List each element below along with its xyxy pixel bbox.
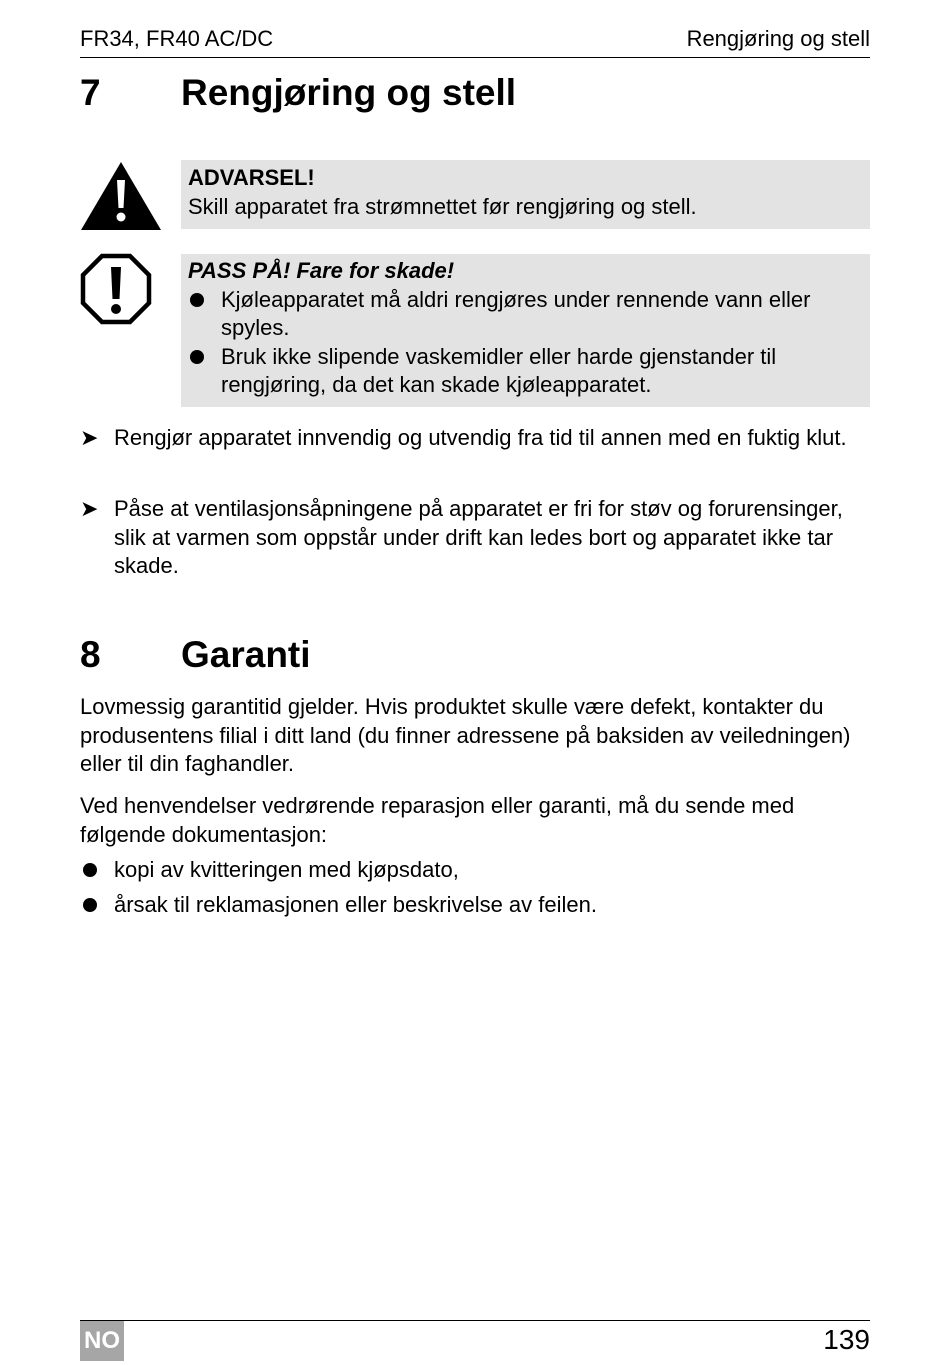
caution-item: Kjøleapparatet må aldri rengjøres under rennende vann eller spyles.	[188, 286, 863, 343]
list-item: kopi av kvitteringen med kjøpsdato,	[80, 856, 870, 885]
section-title: Garanti	[181, 634, 311, 675]
bullet-icon	[83, 863, 97, 877]
warning-triangle-icon	[80, 160, 162, 237]
language-badge: NO	[80, 1321, 124, 1361]
warning-notice	[181, 160, 870, 229]
caution-notice	[181, 254, 870, 407]
page-number: 139	[823, 1324, 870, 1355]
arrow-right-icon: ➤	[80, 425, 99, 450]
bullet-icon	[190, 293, 204, 307]
caution-item: Bruk ikke slipende vaskemidler eller harde gjenstander til rengjøring, da det kan skade kjøleapparatet.	[188, 343, 863, 400]
bullet-icon	[190, 350, 204, 364]
bullet-icon	[83, 898, 97, 912]
instruction-step: ➤ Påse at ventilasjonsåpningene på apparatet er fri for støv og forurensinger, slik at varmen som oppstår under drift kan ledes bort og apparatet ikke tar skade.	[80, 496, 843, 578]
arrow-right-icon: ➤	[80, 496, 99, 521]
list-item: årsak til reklamasjonen eller beskrivelse av feilen.	[80, 891, 870, 920]
section-title: Rengjøring og stell	[181, 72, 517, 113]
warning-text: Skill apparatet fra strømnettet før rengjøring og stell.	[188, 193, 697, 219]
guarantee-paragraph: Lovmessig garantitid gjelder. Hvis produktet skulle være defekt, kontakter du produsentens filial i ditt land (du finner adressene på baksiden av veiledningen) eller til din faghandler.	[80, 694, 851, 776]
caution-list	[188, 286, 863, 400]
header-model: FR34, FR40 AC/DC	[80, 26, 274, 51]
header-section: Rengjøring og stell	[686, 26, 870, 51]
documentation-paragraph: Ved henvendelser vedrørende reparasjon eller garanti, må du sende med følgende dokumentasjon:	[80, 793, 795, 847]
section-number: 8	[80, 634, 101, 675]
caution-octagon-icon	[80, 253, 152, 330]
section-number: 7	[80, 72, 101, 113]
instruction-step: ➤ Rengjør apparatet innvendig og utvendig fra tid til annen med en fuktig klut.	[80, 424, 860, 453]
warning-heading: ADVARSEL!	[188, 165, 315, 190]
caution-heading: PASS PÅ! Fare for skade!	[188, 258, 455, 283]
page-header	[80, 24, 870, 58]
footer-divider	[80, 1320, 870, 1321]
